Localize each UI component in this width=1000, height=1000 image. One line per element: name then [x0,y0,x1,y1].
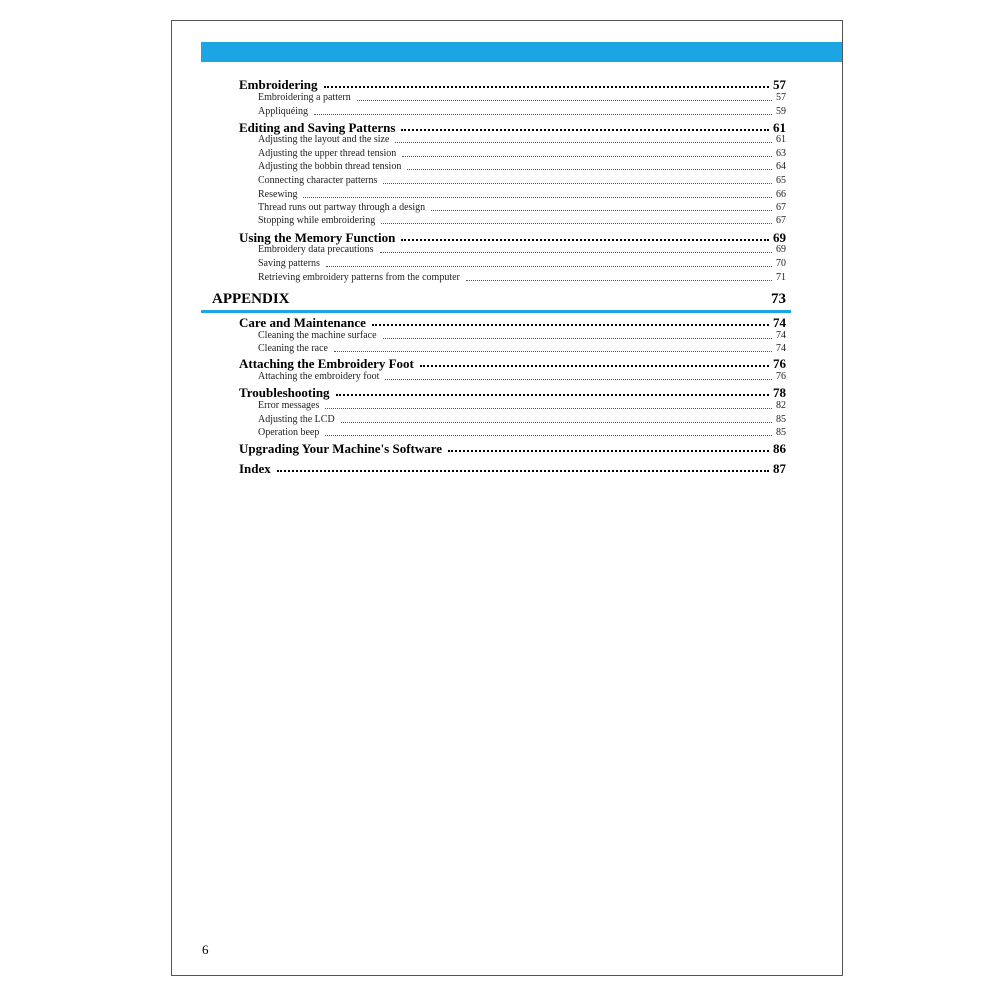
dot-leader [402,156,772,157]
toc-entry-title: Index [239,461,271,476]
toc-entry-title: Adjusting the upper thread tension [258,148,397,159]
dot-leader [325,435,772,436]
dot-leader [466,280,772,281]
toc-entry-page: 78 [773,385,786,400]
toc-heading-row [239,315,786,330]
toc-entry-title: Stopping while embroidering [258,215,376,226]
toc-entry-page: 67 [776,215,786,226]
dot-leader [420,365,769,367]
toc-heading-row [239,385,786,400]
toc-subentry-row [258,189,786,201]
toc-entry-title: Attaching the embroidery foot [258,371,380,382]
toc-entry-title: Care and Maintenance [239,315,366,330]
toc-entry-title: Adjusting the bobbin thread tension [258,161,402,172]
toc-entry-page: 59 [776,106,786,117]
toc-subentry-row [258,244,786,256]
toc-subentry-row [258,343,786,355]
toc-subentry-row [258,175,786,187]
toc-entry-title: Cleaning the race [258,343,328,354]
dot-leader [324,86,770,88]
appendix-page: 73 [771,291,786,307]
toc-entry-title: Adjusting the layout and the size [258,134,390,145]
dot-leader [383,183,772,184]
dot-leader [401,239,769,241]
toc-heading-row [239,461,786,476]
dot-leader [385,379,772,380]
appendix-title: APPENDIX [212,291,290,307]
toc-subentry-row [258,106,786,118]
dot-leader [357,100,772,101]
toc-entry-page: 82 [776,400,786,411]
toc-entry-page: 57 [776,92,786,103]
toc-entry-title: Embroidery data precautions [258,244,374,255]
toc-entry-title: Retrieving embroidery patterns from the computer [258,272,460,283]
toc-entry-title: Adjusting the LCD [258,414,335,425]
toc-subentry-row [258,272,786,284]
dot-leader [401,129,769,131]
toc-entry-page: 71 [776,272,786,283]
toc-entry-page: 86 [773,441,786,456]
toc-entry-page: 63 [776,148,786,159]
toc-entry-page: 74 [776,343,786,354]
toc-entry-page: 61 [773,120,786,135]
toc-entry-title: Resewing [258,189,298,200]
toc-entry-page: 76 [776,371,786,382]
dot-leader [380,252,772,253]
dot-leader [372,324,769,326]
toc-entry-title: Cleaning the machine surface [258,330,377,341]
toc-heading-row [239,356,786,371]
toc-entry-page: 87 [773,461,786,476]
dot-leader [303,197,772,198]
toc-subentry-row [258,330,786,342]
toc-entry-page: 85 [776,414,786,425]
toc-heading-row [239,77,786,92]
dot-leader [383,338,772,339]
toc-entry-page: 65 [776,175,786,186]
toc-entry-title: Operation beep [258,427,320,438]
dot-leader [381,223,772,224]
dot-leader [448,450,769,452]
toc-subentry-row [258,400,786,412]
toc-entry-title: Embroidering [239,77,318,92]
page-number: 6 [202,942,209,957]
dot-leader [314,114,772,115]
dot-leader [277,470,769,472]
toc-entry-page: 85 [776,427,786,438]
document-page [171,20,843,976]
toc-entry-title: Saving patterns [258,258,320,269]
appendix-heading [212,290,786,308]
toc-entry-title: Thread runs out partway through a design [258,202,426,213]
toc-heading-row [239,230,786,245]
toc-entry-page: 69 [776,244,786,255]
toc-subentry-row [258,258,786,270]
toc-subentry-row [258,427,786,439]
toc-entry-page: 64 [776,161,786,172]
toc-entry-page: 61 [776,134,786,145]
toc-entry-title: Error messages [258,400,320,411]
toc-entry-page: 69 [773,230,786,245]
header-band [201,42,842,62]
dot-leader [407,169,772,170]
toc-entry-title: Appliquéing [258,106,308,117]
toc-subentry-row [258,148,786,160]
toc-subentry-row [258,134,786,146]
toc-subentry-row [258,202,786,214]
toc-entry-title: Using the Memory Function [239,230,396,245]
dot-leader [326,266,772,267]
toc-entry-title: Troubleshooting [239,385,330,400]
dot-leader [395,142,772,143]
toc-entry-title: Attaching the Embroidery Foot [239,356,414,371]
toc-entry-title: Connecting character patterns [258,175,378,186]
toc-subentry-row [258,215,786,227]
toc-subentry-row [258,371,786,383]
toc-heading-row [239,441,786,456]
dot-leader [431,210,772,211]
toc-subentry-row [258,161,786,173]
toc-entry-page: 74 [776,330,786,341]
dot-leader [336,394,769,396]
appendix-rule [201,310,791,313]
toc-entry-page: 74 [773,315,786,330]
dot-leader [334,351,772,352]
toc-entry-title: Upgrading Your Machine's Software [239,441,443,456]
toc-subentry-row [258,414,786,426]
dot-leader [325,408,772,409]
toc-heading-row [239,120,786,135]
toc-entry-page: 70 [776,258,786,269]
toc-entry-page: 66 [776,189,786,200]
toc-entry-page: 76 [773,356,786,371]
toc-entry-title: Embroidering a pattern [258,92,351,103]
dot-leader [341,422,772,423]
toc-subentry-row [258,92,786,104]
toc-entry-title: Editing and Saving Patterns [239,120,396,135]
toc-entry-page: 67 [776,202,786,213]
toc-entry-page: 57 [773,77,786,92]
